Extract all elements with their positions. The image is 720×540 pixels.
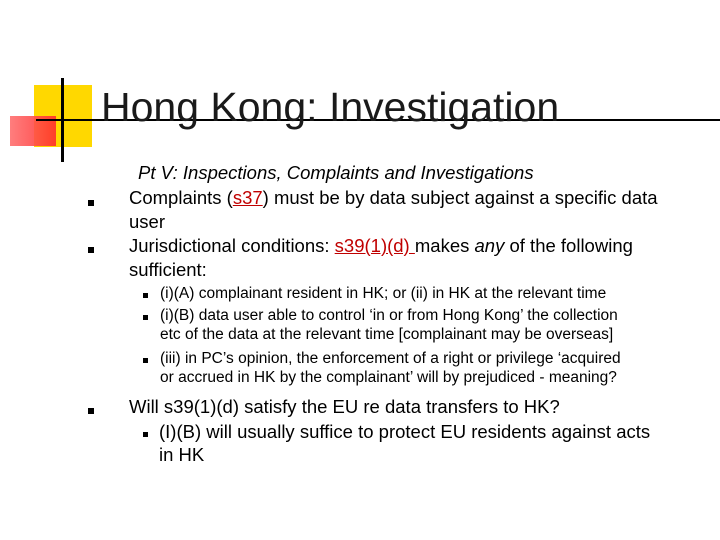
bullet-marker <box>88 200 94 206</box>
sub-bullet-text: (i)(A) complainant resident in HK; or (ii) in HK at the relevant time <box>160 285 607 302</box>
bullet-marker <box>88 247 94 253</box>
bullet-eu-question: Will s39(1)(d) satisfy the EU re data transfers to HK? <box>129 396 560 417</box>
sub-bullet-marker <box>143 432 148 437</box>
s37-link[interactable]: s37 <box>232 187 263 208</box>
bullet-complaints-cont: user <box>129 211 165 232</box>
s39-link[interactable]: s39(1)(d) <box>334 235 415 256</box>
sub-bullet-text: or accrued in HK by the complainant’ will by prejudiced - meaning? <box>160 369 617 386</box>
sub-bullet-text: etc of the data at the relevant time [complainant may be overseas] <box>160 326 614 343</box>
sub-bullet-eu-answer: (I)(B) will usually suffice to protect EU residents against acts <box>159 421 651 442</box>
bullet-complaints-post: ) must be by data subject against a specific data <box>262 187 658 208</box>
bullet-jurisdiction-pre: Jurisdictional conditions: <box>129 235 335 256</box>
sub-bullet-marker <box>143 293 148 298</box>
bullet-jurisdiction-em: any <box>474 235 505 256</box>
sub-bullet-text: (iii) in PC’s opinion, the enforcement of a right or privilege ‘acquired <box>160 350 621 367</box>
sub-bullet-marker <box>143 315 148 320</box>
section-subtitle: Pt V: Inspections, Complaints and Investigations <box>138 162 534 183</box>
bullet-jurisdiction <box>129 235 633 257</box>
slide-title: Hong Kong: Investigation <box>101 84 560 130</box>
sub-bullet-marker <box>143 358 148 363</box>
bullet-jurisdiction-cont: sufficient: <box>129 259 207 280</box>
bullet-jurisdiction-mid: makes <box>414 235 475 256</box>
bullet-complaints <box>129 187 658 209</box>
bullet-jurisdiction-post: of the following <box>504 235 633 256</box>
sub-bullet-eu-answer-cont: in HK <box>159 444 205 465</box>
bullet-complaints-pre: Complaints ( <box>129 187 233 208</box>
bullet-marker <box>88 408 94 414</box>
sub-bullet-text: (i)(B) data user able to control ‘in or from Hong Kong’ the collection <box>160 307 618 324</box>
